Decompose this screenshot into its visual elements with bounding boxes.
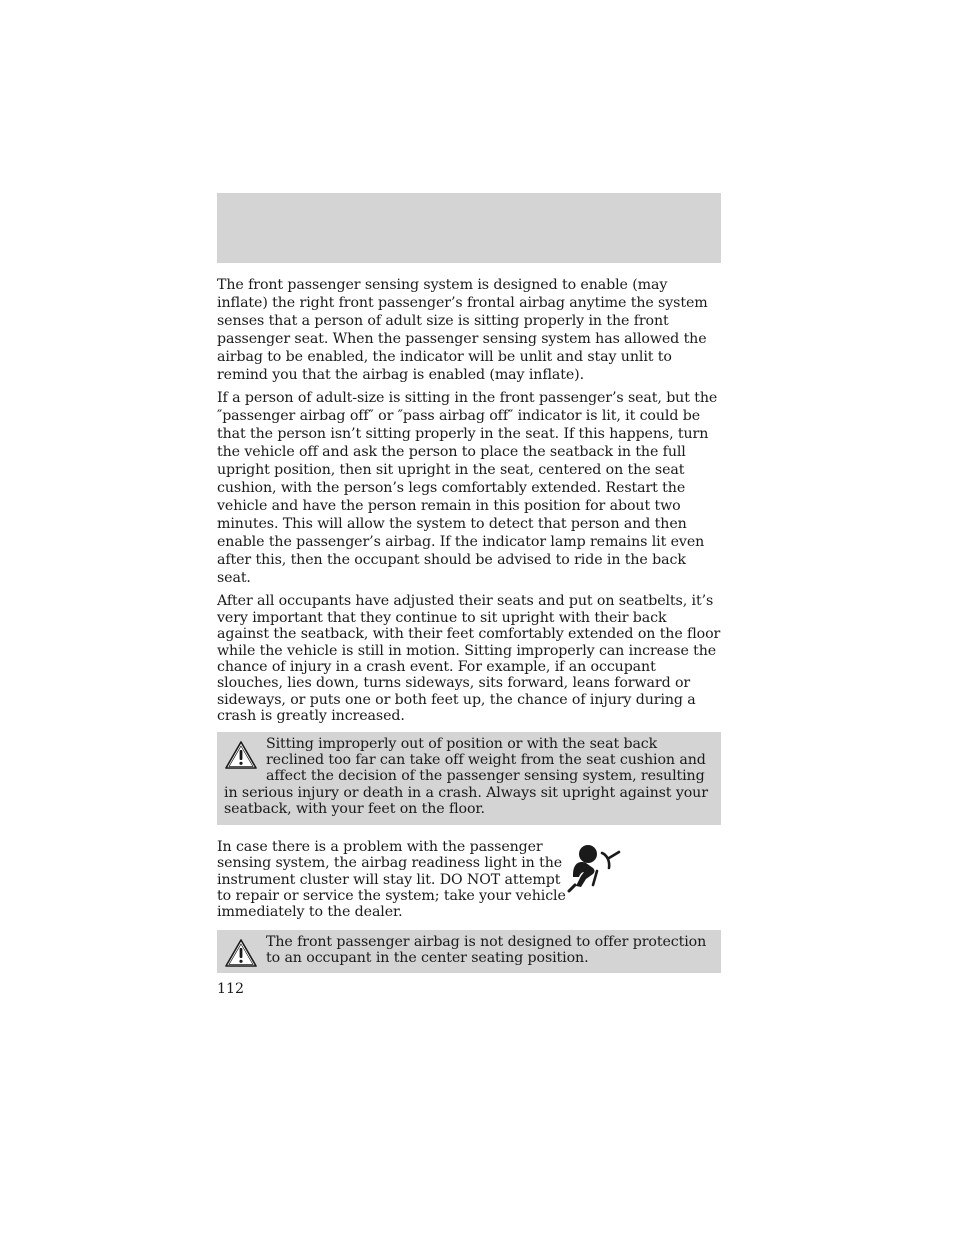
section-header-band bbox=[217, 193, 721, 263]
warning-text-center-seat: The front passenger airbag is not designed to offer protection to an occupant in the center seating position. bbox=[266, 933, 707, 967]
warning-triangle-icon bbox=[224, 740, 258, 772]
warning-triangle-icon bbox=[224, 938, 258, 970]
page-content bbox=[217, 277, 721, 973]
paragraph-adult-size-indicator: If a person of adult-size is sitting in the front passenger’s seat, but the ″passenger airbag off″ or ″pass airbag off″ indicator is lit, it could be that the person isn’t sitting properly in the seat. If this happens, turn the vehicle off and ask the person to place the seatback in the full upright position, then sit upright in the seat, centered on the seat cushion, with the person’s legs comfortably extended. Restart the vehicle and have the person remain in this position for about two minutes. This will allow the system to detect that person and then enable the passenger’s airbag. If the indicator lamp remains lit even after this, then the occupant should be advised to ride in the back seat. bbox=[217, 390, 718, 586]
paragraph-sit-upright: After all occupants have adjusted their seats and put on seatbelts, it’s very important that they continue to sit upright with their back against the seatback, with their feet comfortably extended on the floor while the vehicle is still in motion. Sitting improperly can increase the chance of injury in a crash event. For example, if an occupant slouches, lies down, turns sideways, sits forward, leans forward or sideways, or puts one or both feet up, the chance of injury during a crash is greatly increased. bbox=[217, 593, 721, 725]
warning-box-seating-position bbox=[217, 732, 721, 825]
page-number: 112 bbox=[217, 981, 245, 997]
airbag-readiness-icon bbox=[567, 841, 627, 899]
paragraph-sensing-system: The front passenger sensing system is designed to enable (may inflate) the right front passenger’s frontal airbag anytime the system senses that a person of adult size is sitting properly in the front passenger seat. When the passenger sensing system has allowed the airbag to be enabled, the indicator will be unlit and stay unlit to remind you that the airbag is enabled (may inflate). bbox=[217, 277, 708, 383]
warning-box-center-seat bbox=[217, 930, 721, 973]
airbag-readiness-section bbox=[217, 839, 721, 921]
warning-text-seating-position: Sitting improperly out of position or with the seat back reclined too far can take off weight from the seat cushion and affect the decision of the passenger sensing system, resulting in serious injury or death in a crash. Always sit upright against your seatback, with your feet on the floor. bbox=[224, 735, 708, 818]
airbag-readiness-text: In case there is a problem with the passenger sensing system, the airbag readiness light in the instrument cluster will stay lit. DO NOT attempt to repair or service the system; take your vehicle immediately to the dealer. bbox=[217, 838, 566, 921]
